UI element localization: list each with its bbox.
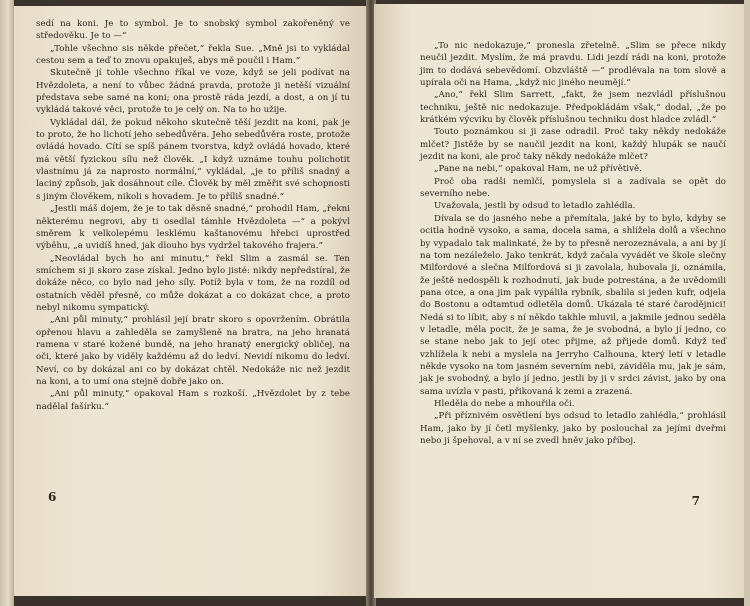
previous-page-edge bbox=[0, 0, 14, 606]
paragraph: Uvažovala, jestli by odsud to letadlo zahlédla. bbox=[434, 201, 636, 212]
right-page bbox=[374, 4, 744, 598]
page-number-right: 7 bbox=[691, 494, 700, 508]
paragraph: „Neovládal bych ho ani minutu,“ řekl Slim a zasmál se. Ten smíchem si ji skoro zase získal. Jedno bylo jisté: nikdy nepředstíral, že dokáže něco, co bylo nad jeho síly. Potíž byla v tom, že na rozdíl od ostatních věděl přesně, co může dokázat a co dokázat chce, a proto nebyl nikomu sympatický. bbox=[36, 253, 350, 313]
book-right-edge bbox=[744, 0, 750, 606]
paragraph: „Tohle všechno sis někde přečet,“ řekla Sue. „Mně jsi to vykládal cestou sem a teď to znovu opakuješ, abys mě poučil i Ham.“ bbox=[36, 43, 350, 67]
paragraph: Hleděla do nebe a mhouřila oči. bbox=[434, 398, 575, 409]
paragraph: Touto poznámkou si ji zase odradil. Proč taky někdy nedokáže mlčet? Jistěže by se naučil jezdit na koni, každý hlupák se naučí jezdit na koni, ale proč taky někdy nedokáže mlčet? bbox=[420, 127, 726, 163]
left-page bbox=[14, 6, 368, 596]
page-number-left: 6 bbox=[48, 490, 57, 504]
paragraph: „Ani půl minuty,“ prohlásil její bratr skoro s opovržením. Obrátila opřenou hlavu a zahleděla se zamyšleně na bratra, na jeho hranatá ramena v staré kožené bundě, na jeho hranatý energický obličej, na oči, které jako by viděly každému až do ledví. Nevidí nikomu do ledví. Neví, co by dokázal ani co by dokázat chtěl. Nedokáže nic než jezdit na koni, a to umí ona stejně dobře jako on. bbox=[36, 315, 350, 387]
paragraph: Vykládal dál, že pokud někoho skutečně těší jezdit na koni, pak je to proto, že ho lichotí jeho sebedůvěra. Jeho sebedůvěra roste, protože ovládá hovado. Cítí se spíš pánem tvorstva, když ovládá hovado, které má větší fyzickou sílu než člověk. „I když uznáme touhu polichotit vlastnímu já za naprosto normální,“ vykládal, „je to příliš snadný a laciný způsob, jak dosáhnout cíle. Člověk by měl změřit své schopnosti s jiným člověkem, nikoli s hovadem. Je to příliš snadné.“ bbox=[36, 117, 350, 202]
paragraph: „To nic nedokazuje,“ pronesla zřetelně. „Slim se přece nikdy neučil jezdit. Myslím, že má pravdu. Lidi jezdí rádi na koni, protože jim to dodává sebevědomí. Obzvláště —“ prodlévala na tom slově a upírala oči na Hama, „když nic jiného neumějí.“ bbox=[420, 41, 726, 89]
paragraph: „Jestli máš dojem, že je to tak děsně snadné,“ prohodil Ham, „řekni některému negrovi, aby ti osedlal támhle Hvězdoleta —“ a pokývl směrem k velkolepému lesklému kaštanovému hřebci uprostřed výběhu, „a uvidíš hned, jak dlouho bys vydržel takového frajera.“ bbox=[36, 204, 350, 252]
left-page-text bbox=[36, 18, 350, 413]
right-page-text bbox=[420, 40, 726, 447]
paragraph: „Ani půl minuty,“ opakoval Ham s rozkoší. „Hvězdolet by z tebe nadělal fašírku.“ bbox=[36, 389, 350, 412]
paragraph: „Při příznivém osvětlení bys odsud to letadlo zahlédla,“ prohlásil Ham, jako by jí četl myšlenky, jako by poslouchal za jejími dveřmi nebo ji špehoval, a v ní se zvedl hněv jako příboj. bbox=[420, 411, 726, 446]
paragraph: Skutečně jí tohle všechno říkal ve voze, když se jeli podívat na Hvězdoleta, a není to vůbec žádná pravda, protože ji netěší vizuální představa sebe samé na koni; ona prostě ráda jezdí, a dost, a on jí tu vykládá takové věci, protože to je celý on. Na to ho užije. bbox=[36, 68, 350, 116]
paragraph: Dívala se do jasného nebe a přemítala, jaké by to bylo, kdyby se ocitla hodně vysoko, a sama, docela sama, a shlížela dolů a všechno by vypadalo tak malinkaté, že by to přesně nerozeznávala, a ani by jí na tom nezáleželo. Jako tenkrát, když začala vyvádět ve škole slečny Milfordové a slečna Milfordová si ji zavolala, hubovala ji, oznámila, že ještě nedospěli k rozhodnutí, jak bude potrestána, a že uvědomili pana otce, a ona jim pak vypálila rybník, sbalila si jeden kufr, odjela do Bostonu a odtamtud odletěla domů. Ukázala té staré čarodějnici! Nedá si to líbit, aby s ní někdo takhle mluvil, a jakmile jednou seděla v letadle, měla pocit, že je sama, že je svobodná, a bylo jí jedno, co se stane nebo jak to její otec přijme, až přijede domů. Když teď vzhlížela k nebi a myslela na Jerryho Calhouna, který letí v letadle někde vysoko na tom jasném severním nebi, záviděla mu, jak je sám, jak je svobodný, a bylo jí jedno, jestli by ji v srdci závist, jako by ona sama uvízla v pasti, přikovaná k zemi a zrazená. bbox=[420, 213, 726, 397]
paragraph: Proč oba radši nemlčí, pomyslela si a zadívala se opět do severního nebe. bbox=[420, 176, 726, 200]
paragraph: sedí na koni. Je to symbol. Je to snobský symbol zakořeněný ve středověku. Je to —“ bbox=[36, 19, 350, 42]
paragraph: „Pane na nebi,“ opakoval Ham, ne už přívětivě. bbox=[434, 164, 642, 175]
paragraph: „Ano,“ řekl Slim Sarrett, „fakt, že jsem nezvládl příslušnou techniku, ještě nic nedokazuje. Předpokládám však,“ dodal, „že po krátkém výcviku by člověk příslušnou techniku dost hladce zvládl.“ bbox=[420, 90, 726, 126]
